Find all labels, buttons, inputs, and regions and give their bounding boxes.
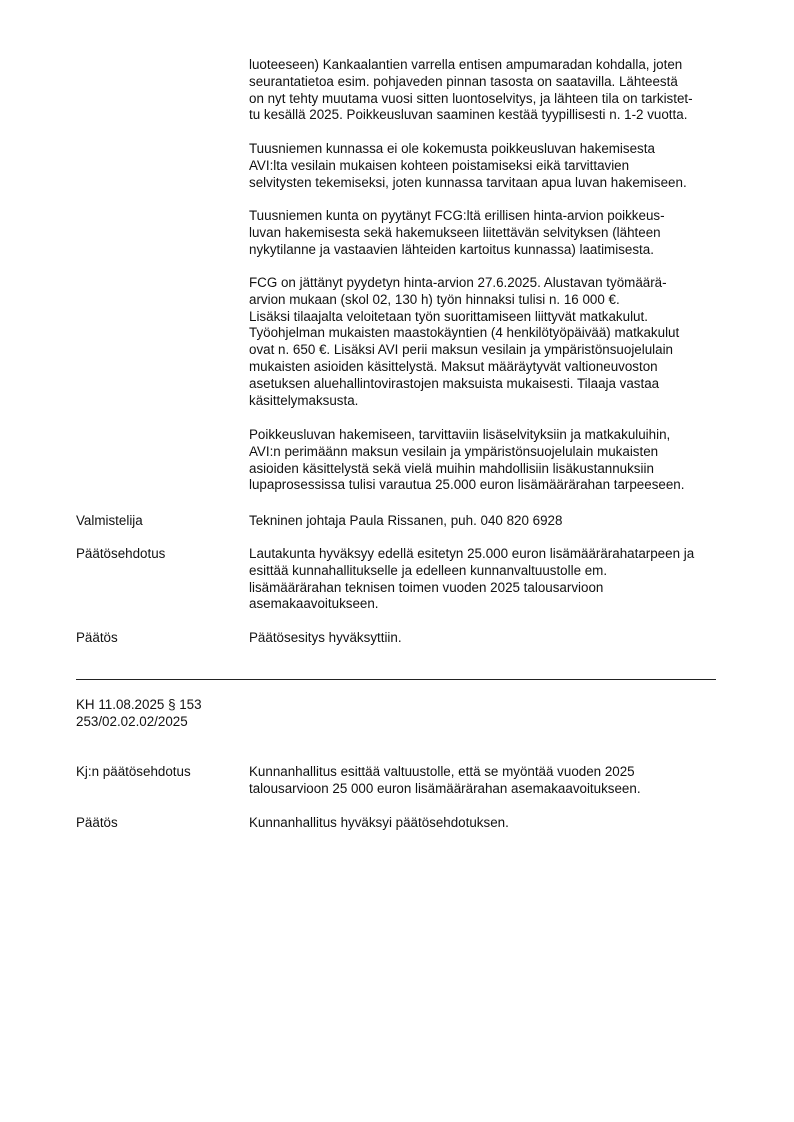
case-number: 253/02.02.02/2025 [76, 713, 188, 729]
text-line: Lisäksi tilaajalta veloitetaan työn suorittamiseen liittyvät matkakulut. [249, 308, 648, 324]
valmistelija-value [249, 513, 562, 530]
text-line: luoteeseen) Kankaalantien varrella entisen ampumaradan kohdalla, joten [249, 57, 683, 72]
label-valmistelija: Valmistelija [76, 513, 143, 528]
text-line: asetuksen aluehallintovirastojen maksuista mukaisesti. Tilaaja vastaa [249, 375, 660, 391]
text-line: selvitysten tekemiseksi, joten kunnassa tarvitaan apua luvan hakemiseen. [249, 174, 687, 190]
text-line: asioiden käsittelystä sekä vielä muihin mahdollisiin lisäkustannuksiin [249, 460, 654, 476]
label-paatos-kh: Päätös [76, 815, 118, 830]
text-line: Kunnanhallitus hyväksyi päätösehdotuksen. [249, 815, 509, 830]
text-line: Tuusniemen kunta on pyytänyt FCG:ltä erillisen hinta-arvion poikkeus- [249, 208, 665, 223]
text-line: talousarvioon 25 000 euron lisämäärärahan asemakaavoitukseen. [249, 780, 641, 796]
kj-paatosehdotus-value [249, 764, 641, 798]
text-line: käsittelymaksusta. [249, 392, 359, 408]
text-line: arvion mukaan (skol 02, 130 h) työn hinnaksi tulisi n. 16 000 €. [249, 291, 620, 307]
text-line: tu kesällä 2025. Poikkeusluvan saaminen kestää tyypillisesti n. 1-2 vuotta. [249, 107, 688, 123]
text-line: Tuusniemen kunnassa ei ole kokemusta poikkeusluvan hakemisesta [249, 141, 655, 156]
text-line: FCG on jättänyt pyydetyn hinta-arvion 27.6.2025. Alustavan työmäärä- [249, 275, 667, 290]
text-line: Lautakunta hyväksyy edellä esitetyn 25.000 euron lisämäärärahatarpeen ja [249, 546, 695, 561]
label-paatos: Päätös [76, 630, 118, 645]
paatos-value [249, 630, 402, 647]
text-line: seurantatietoa esim. pohjaveden pinnan tasosta on saatavilla. Lähteestä [249, 73, 678, 89]
paragraph-fcg-estimate [249, 275, 744, 409]
text-line: mukaisten asioiden käsittelystä. Maksut määräytyvät valtioneuvoston [249, 358, 658, 374]
text-line: AVI:lta vesilain mukaisen kohteen poistamiseksi eikä tarvittavien [249, 157, 630, 173]
paatos-kh-value [249, 815, 509, 832]
text-line: lupaprosessissa tulisi varautua 25.000 euron lisämäärärahan tarpeeseen. [249, 477, 685, 493]
text-line: Poikkeusluvan hakemiseen, tarvittaviin lisäselvityksiin ja matkakuluihin, [249, 427, 671, 442]
label-paatosehdotus: Päätösehdotus [76, 546, 166, 561]
kh-section-header [76, 697, 202, 731]
text-line: on nyt tehty muutama vuosi sitten luontoselvitys, ja lähteen tila on tarkistet- [249, 90, 693, 106]
text-line: Kunnanhallitus esittää valtuustolle, että se myöntää vuoden 2025 [249, 764, 635, 779]
meeting-reference: KH 11.08.2025 § 153 [76, 697, 202, 712]
text-line: Tekninen johtaja Paula Rissanen, puh. 040 820 6928 [249, 513, 563, 528]
text-line: Päätösesitys hyväksyttiin. [249, 630, 402, 645]
section-divider [76, 679, 716, 680]
text-line: ovat n. 650 €. Lisäksi AVI perii maksun vesilain ja ympäristönsuojelulain [249, 342, 674, 358]
text-line: esittää kunnahallitukselle ja edelleen kunnanvaltuustolle em. [249, 562, 608, 578]
text-line: asemakaavoitukseen. [249, 596, 379, 612]
paatosehdotus-value [249, 546, 694, 613]
text-line: luvan hakemisesta sekä hakemukseen liitettävän selvityksen (lähteen [249, 224, 661, 240]
text-line: lisämäärärahan teknisen toimen vuoden 2025 talousarvioon [249, 579, 604, 595]
paragraph-budget-need [249, 427, 744, 494]
paragraph-no-experience [249, 141, 744, 191]
label-kj-paatosehdotus: Kj:n päätösehdotus [76, 764, 191, 779]
text-line: Työohjelman mukaisten maastokäyntien (4 henkilötyöpäivää) matkakulut [249, 325, 680, 341]
text-line: AVI:n perimäänn maksun vesilain ja ympäristönsuojelulain mukaisten [249, 443, 659, 459]
paragraph-source-survey [249, 57, 744, 124]
paragraph-price-request [249, 208, 744, 258]
text-line: nykytilanne ja vastaavien lähteiden kartoitus kunnassa) laatimisesta. [249, 241, 654, 257]
